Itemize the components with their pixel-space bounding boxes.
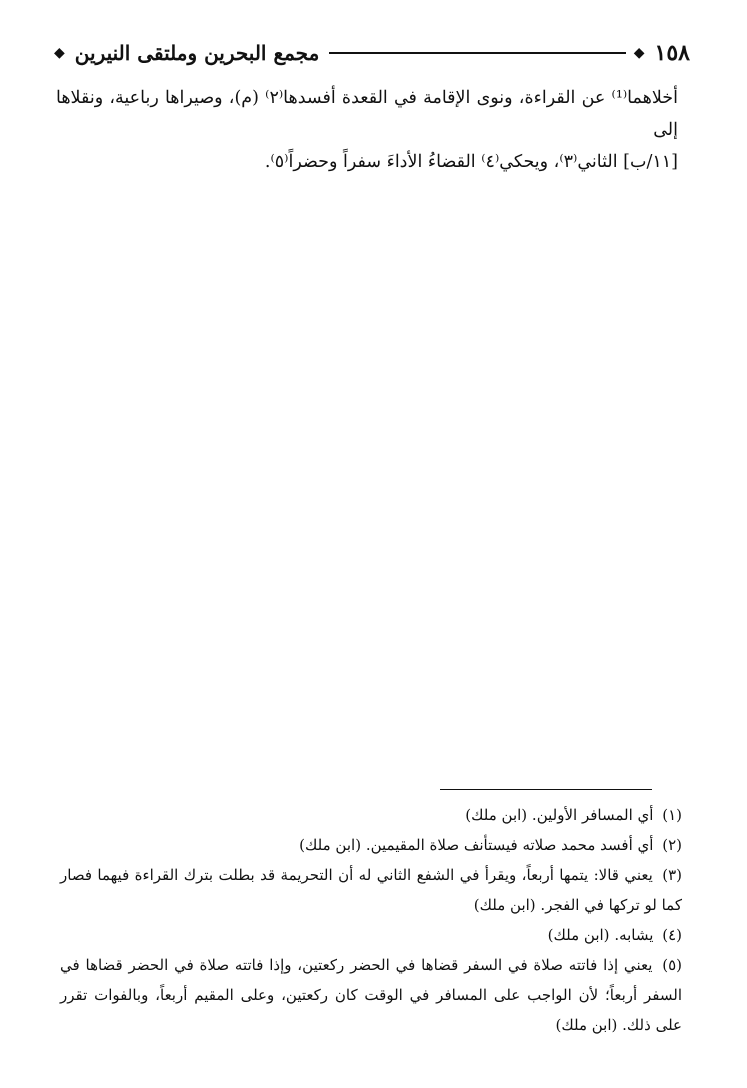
footnote-item <box>60 920 682 950</box>
footnote-text: يشابه. <box>614 926 654 944</box>
footnote-text: أي المسافر الأولين. <box>531 806 654 824</box>
footnote-item <box>60 800 682 830</box>
footnote-source: (ابن ملك) <box>465 806 528 824</box>
main-text-line: أخلاهما⁽¹⁾ عن القراءة، ونوى الإقامة في القعدة أفسدها⁽٢⁾ (م)، وصيراها رباعية، ونقلاها إلى <box>56 88 678 140</box>
footnote-source: (ابن ملك) <box>555 1016 618 1034</box>
footnote-text: يعني قالا: يتمها أربعاً، ويقرأ في الشفع الثاني له أن التحريمة قد بطلت بترك القراءة فيهما فصار كما لو تركها في الفجر. <box>60 866 682 914</box>
footnote-separator <box>440 789 652 790</box>
footnote-number: (٤) <box>662 926 682 944</box>
footnote-source: (ابن ملك) <box>473 896 536 914</box>
footnote-number: (١) <box>662 806 682 824</box>
footnotes-section <box>60 800 682 1040</box>
footnote-number: (٢) <box>662 836 682 854</box>
diamond-ornament-icon: ◆ <box>54 45 65 61</box>
footnote-text: يعني إذا فاتته صلاة في السفر قضاها في الحضر ركعتين، وإذا فاتته صلاة في الحضر قضاها في السفر أربعاً؛ لأن الواجب على المسافر في الوقت كان ركعتين، وعلى المقيم أربعاً، وبالفوات تقرر على ذلك. <box>60 956 682 1034</box>
footnote-number: (٣) <box>662 866 682 884</box>
page-header <box>50 36 690 70</box>
diamond-ornament-icon: ◆ <box>633 45 645 61</box>
main-text-block <box>56 82 678 178</box>
book-title: مجمع البحرين وملتقى النيرين <box>74 41 320 65</box>
footnote-number: (٥) <box>662 956 682 974</box>
footnote-source: (ابن ملك) <box>547 926 610 944</box>
footnote-text: أي أفسد محمد صلاته فيستأنف صلاة المقيمين. <box>365 836 654 854</box>
main-text-line: [١١/ب] الثاني⁽٣⁾، ويحكي⁽٤⁾ القضاءُ الأداءَ سفراً وحضراً⁽٥⁾. <box>264 152 678 172</box>
page-number: ١٥٨ <box>654 40 690 66</box>
footnote-item <box>60 830 682 860</box>
header-rule <box>329 52 625 54</box>
footnote-item <box>60 950 682 1040</box>
footnote-item <box>60 860 682 920</box>
footnote-source: (ابن ملك) <box>299 836 362 854</box>
